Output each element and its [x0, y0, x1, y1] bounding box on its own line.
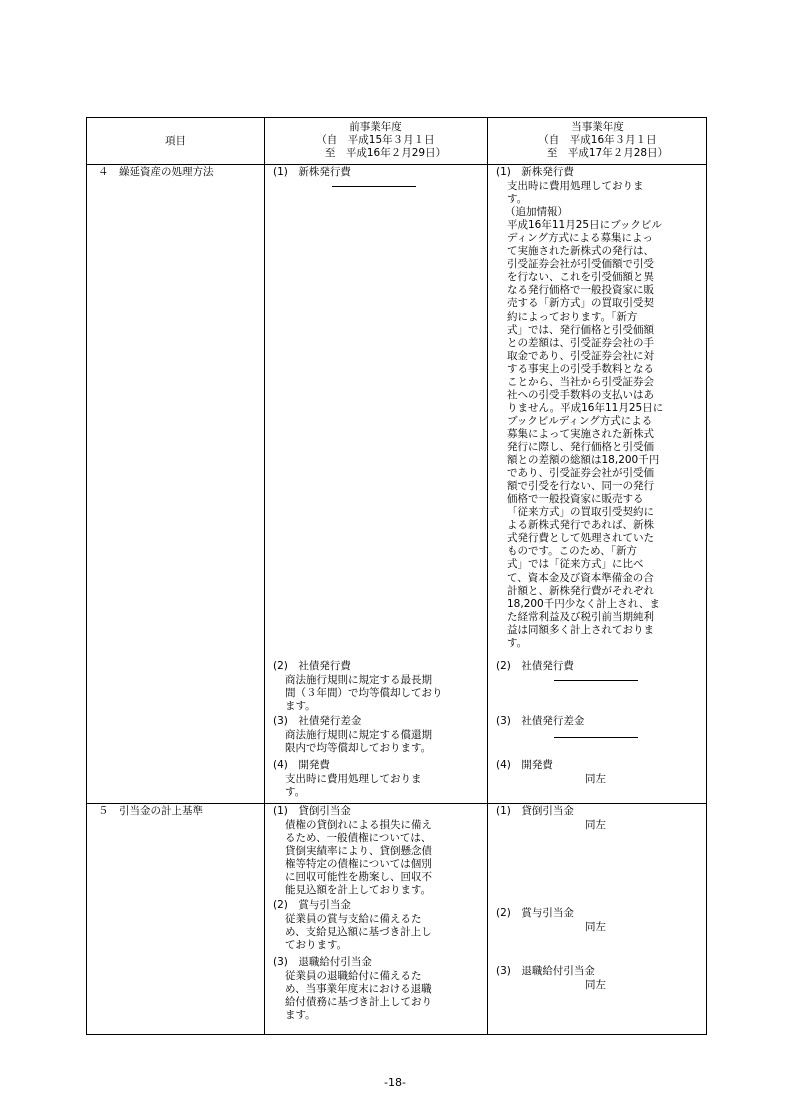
- s4-curr-item1-body-line: なる発行価格で一般投資家に販: [507, 284, 654, 297]
- s4-curr-item1-body-line: 価格で一般投資家に販売する: [507, 493, 644, 506]
- s4-curr-item1-body-line: 式」では「従来方式」に比べ: [507, 558, 644, 571]
- s4-curr-item1-body-line: を行ない、これを引受価額と異: [507, 271, 654, 284]
- s5-prev-item3-body-line: 給付債務に基づき計上しており: [285, 996, 432, 1008]
- s4-curr-item1-body-line: 約によっております。「新方: [507, 310, 638, 323]
- s4-curr-item1-body-line: との差額は、引受証券会社の手: [507, 336, 654, 349]
- s4-curr-item1-body-line: 取金であり、引受証券会社に対: [507, 349, 654, 362]
- s5-curr-item1-title: (1) 貸倒引当金: [496, 805, 574, 817]
- page-number: -18-: [384, 1076, 406, 1089]
- s4-curr-item3-title: (3) 社債発行差金: [496, 715, 585, 727]
- s4-prev-item4-body-line: す。: [285, 786, 306, 798]
- s5-prev-item1-body-line: 能見込額を計上しております。: [285, 884, 432, 896]
- s4-curr-item1-body-line: 社への引受手数料の支払いはあ: [507, 388, 654, 401]
- s5-prev-item1-body-line: 債権の貸倒れによる損失に備え: [285, 819, 432, 831]
- s5-curr-item3-title: (3) 退職給付引当金: [496, 965, 595, 977]
- s5-curr-item2-title: (2) 賞与引当金: [496, 907, 574, 919]
- s4-prev-item3-body-line: 限内で均等償却しております。: [285, 742, 432, 754]
- s4-prev-item2-title: (2) 社債発行費: [273, 660, 351, 672]
- s4-curr-item1-body-line: 支出時に費用処理しておりま: [507, 180, 644, 192]
- s5-prev-item3-title: (3) 退職給付引当金: [273, 956, 372, 968]
- header-item: 項目: [165, 135, 186, 147]
- s4-curr-item1-body-line: 18,200千円少なく計上され、ま: [507, 597, 660, 610]
- s4-curr-item1-body-line: ことから、当社から引受証券会: [507, 375, 654, 388]
- s4-curr-item1-body-line: ブックビルディング方式による: [507, 414, 653, 427]
- s4-curr-item1-body-line: 引受証券会社が引受価額で引受: [507, 258, 654, 271]
- s5-prev-item2-title: (2) 賞与引当金: [273, 899, 351, 911]
- header-curr-to: 至 平成17年２月28日）: [546, 147, 669, 159]
- s4-curr-item2-title: (2) 社債発行費: [496, 660, 574, 672]
- s5-prev-item1-body-line: 貸倒実績率により、貸倒懸念債: [285, 845, 432, 857]
- s4-prev-item2-body-line: 商法施行規則に規定する最長期: [285, 674, 432, 686]
- s4-curr-item1-body-line: （追加情報）: [505, 206, 568, 219]
- s4-curr-item1-body-line: す。: [507, 636, 528, 649]
- s5-prev-item2-body-line: め、支給見込額に基づき計上し: [285, 926, 432, 938]
- s4-curr-item1-body-line: りません。平成16年11月25日に: [507, 401, 664, 414]
- s4-prev-item4-body-line: 支出時に費用処理しておりま: [285, 773, 422, 785]
- s4-curr-item1-body-line: 式発行費として処理されていた: [507, 532, 654, 545]
- s4-curr-item1-body-line: た経常利益及び税引前当期純利: [507, 610, 654, 623]
- s4-curr-item1-body-line: 額との差額の総額は18,200千円: [507, 454, 660, 467]
- header-prev-from: （自 平成15年３月１日: [316, 134, 435, 146]
- s4-curr-item4-title: (4) 開発費: [496, 759, 553, 771]
- s4-curr-item1-body-line: 式」では、発行価格と引受価額: [507, 323, 654, 336]
- s4-prev-item2-body-line: 間（３年間）で均等償却しており: [285, 687, 443, 699]
- s5-curr-item3-same: 同左: [585, 979, 606, 991]
- header-prev-title: 前事業年度: [349, 121, 402, 133]
- section-4-label: ４ 繰延資産の処理方法: [98, 166, 214, 178]
- column-divider: [487, 118, 488, 1034]
- header-prev-to: 至 平成16年２月29日）: [324, 147, 447, 159]
- row-divider: [87, 803, 706, 804]
- s4-curr-item1-body-line: て、資本金及び資本準備金の合: [507, 571, 654, 584]
- s4-curr-item1-body-line: 売する「新方式」の買取引受契: [507, 297, 654, 310]
- s4-curr-item1-body-line: であり、引受証券会社が引受価: [507, 467, 654, 480]
- s4-prev-item3-body-line: 商法施行規則に規定する償還期: [285, 729, 432, 741]
- s5-prev-item3-body-line: 従業員の退職給付に備えるた: [285, 970, 422, 982]
- s5-prev-item1-body-line: に回収可能性を勘案し、回収不: [285, 871, 432, 883]
- s5-prev-item1-title: (1) 貸倒引当金: [273, 805, 351, 817]
- s4-curr-item4-same: 同左: [585, 773, 606, 785]
- not-applicable-line: [554, 737, 638, 738]
- s4-prev-item4-title: (4) 開発費: [273, 759, 330, 771]
- s4-curr-item1-body-line: する事実上の引受手数料となる: [507, 362, 654, 375]
- s4-curr-item1-body-line: 益は同額多く計上されておりま: [507, 623, 654, 636]
- s4-curr-item1-body-line: よる新株式発行であれば、新株: [507, 519, 654, 532]
- s5-curr-item1-same: 同左: [585, 819, 606, 831]
- s4-prev-item1-title: (1) 新株発行費: [273, 166, 351, 178]
- s5-prev-item3-body-line: め、当事業年度末における退職: [285, 983, 432, 995]
- s4-prev-item2-body-line: ます。: [285, 700, 316, 712]
- s4-curr-item1-body-line: 計額と、新株発行費がそれぞれ: [507, 584, 654, 597]
- accounting-policy-table: [86, 117, 707, 1035]
- s5-prev-item1-body-line: 権等特定の債権については個別: [285, 858, 432, 870]
- s4-curr-item1-body-line: 募集によって実施された新株式: [507, 427, 654, 440]
- s4-curr-item1-body-line: 額で引受を行ない、同一の発行: [507, 480, 654, 493]
- s4-curr-item1-body-line: す。: [507, 193, 528, 206]
- not-applicable-line: [332, 186, 416, 187]
- s4-curr-item1-body-line: ディング方式による募集によっ: [507, 232, 653, 245]
- s5-prev-item3-body-line: ます。: [285, 1009, 316, 1021]
- s4-curr-item1-body-line: 発行に際し、発行価格と引受価: [507, 441, 654, 453]
- s5-prev-item2-body-line: 従業員の賞与支給に備えるた: [285, 913, 422, 925]
- s4-curr-item1-body-line: て実施された新株式の発行は、: [507, 245, 654, 258]
- s4-curr-item1-body-line: 平成16年11月25日にブックビル: [507, 219, 662, 232]
- header-curr-from: （自 平成16年３月１日: [538, 134, 657, 146]
- not-applicable-line: [554, 680, 638, 681]
- s4-curr-item1-body-line: ものです。このため、「新方: [507, 545, 637, 558]
- column-divider: [264, 118, 265, 1034]
- section-5-label: ５ 引当金の計上基準: [98, 805, 203, 817]
- s5-prev-item2-body-line: ております。: [285, 939, 348, 951]
- s4-prev-item3-title: (3) 社債発行差金: [273, 715, 362, 727]
- s5-curr-item2-same: 同左: [585, 921, 606, 933]
- s5-prev-item1-body-line: るため、一般債権については、: [285, 832, 432, 844]
- s4-curr-item1-body-line: 「従来方式」の買取引受契約に: [507, 506, 654, 519]
- header-curr-title: 当事業年度: [571, 121, 624, 133]
- header-row-divider: [87, 164, 706, 165]
- s4-curr-item1-title: (1) 新株発行費: [496, 166, 574, 178]
